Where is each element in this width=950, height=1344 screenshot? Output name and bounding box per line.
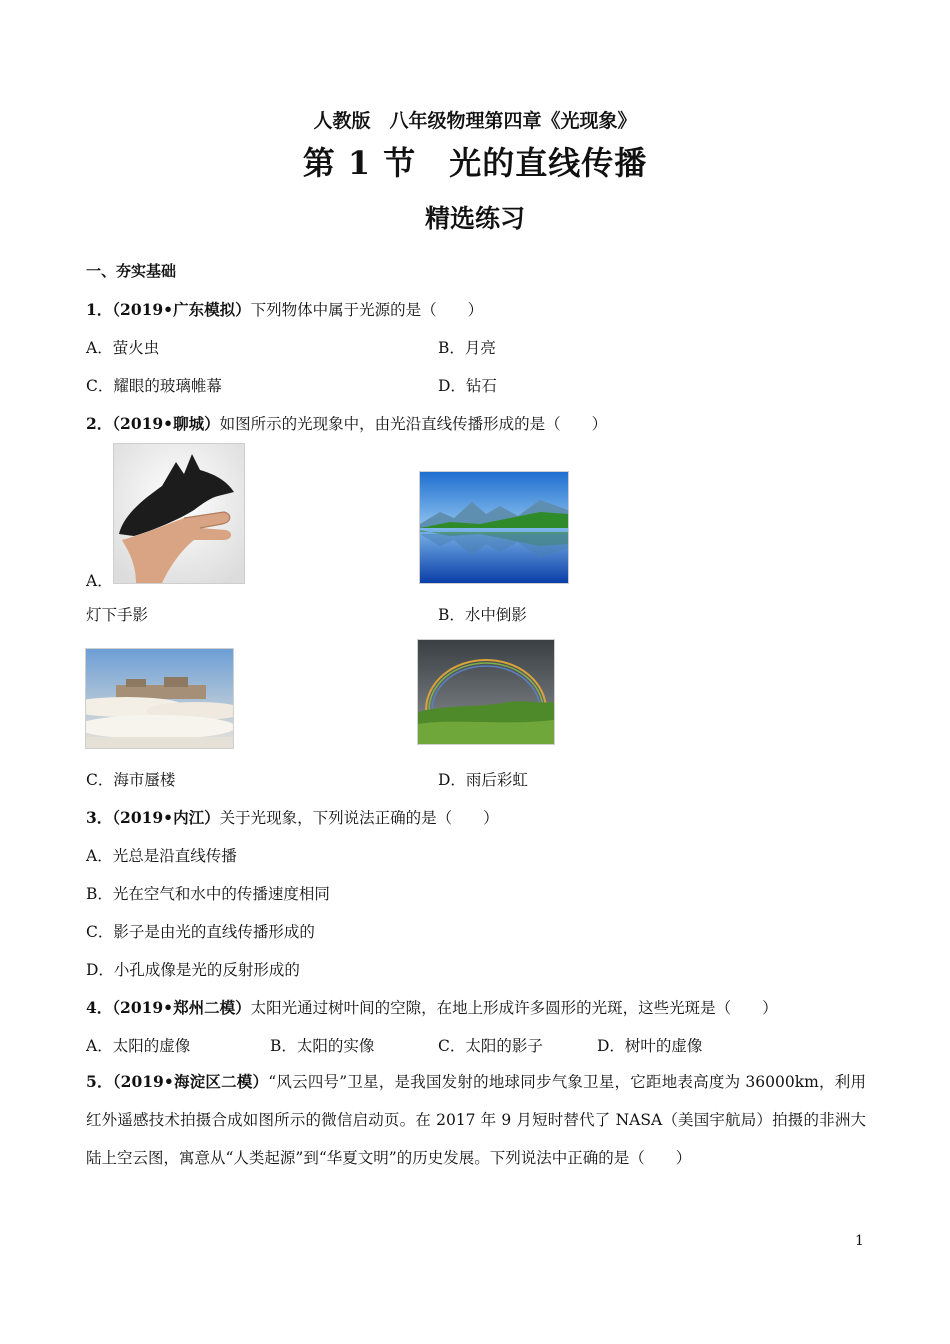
question-number: 5．	[86, 1072, 113, 1091]
question-number: 1．	[86, 300, 113, 319]
q2-option-d: D．雨后彩虹	[438, 771, 528, 789]
question-text: “风云四号”卫星，是我国发射的地球同步气象卫星，它距地表高度为 36000km，利用红外遥感技术拍摄合成如图所示的微信启动页。在 2017 年 9 月短时替代了 NASA（美国宇航局）拍摄的非洲大陆上空云图，寓意从“人类起源”到“华夏文明”的历史发展。下列说法中正确的是（ ）	[86, 1073, 866, 1167]
question-source: （2019•聊城）	[112, 414, 220, 433]
document-subtitle: 人教版 八年级物理第四章《光现象》	[313, 110, 637, 132]
question-source: （2019•郑州二模）	[112, 998, 251, 1017]
q4-option-c: C．太阳的影子	[438, 1037, 543, 1055]
document-heading: 精选练习	[424, 204, 525, 233]
q4-option-d: D．树叶的虚像	[597, 1037, 703, 1055]
q2-option-a-text: 灯下手影	[86, 606, 149, 624]
q1-option-a: A．萤火虫	[86, 339, 160, 357]
q2-option-c: C．海市蜃楼	[86, 771, 176, 789]
q1-option-d: D．钻石	[438, 377, 497, 395]
question-source: （2019•广东模拟）	[112, 300, 251, 319]
question-text: 关于光现象，下列说法正确的是（ ）	[219, 809, 499, 827]
q3-option-d: D．小孔成像是光的反射形成的	[86, 961, 300, 979]
document-title: 第 1 节 光的直线传播	[302, 144, 648, 182]
question-2-stem	[86, 412, 607, 434]
mirage-image	[85, 648, 234, 749]
lake-reflection-image	[419, 471, 569, 584]
q2-option-a-letter: A．	[86, 572, 113, 590]
question-source: （2019•内江）	[112, 808, 220, 827]
q2-option-b: B．水中倒影	[438, 606, 527, 624]
question-3-stem	[86, 806, 499, 828]
question-number: 3．	[86, 808, 113, 827]
question-text: 太阳光通过树叶间的空隙，在地上形成许多圆形的光斑，这些光斑是（ ）	[250, 999, 778, 1017]
question-1-stem	[86, 298, 483, 320]
rainbow-image	[417, 639, 555, 745]
section-title: 一、夯实基础	[86, 262, 177, 280]
page-number: 1	[855, 1233, 864, 1249]
q1-option-c: C．耀眼的玻璃帷幕	[86, 377, 222, 395]
question-source: （2019•海淀区二模）	[112, 1072, 269, 1091]
question-text: 如图所示的光现象中，由光沿直线传播形成的是（ ）	[219, 415, 608, 433]
question-5-stem	[86, 1063, 866, 1177]
hand-shadow-image	[113, 443, 245, 584]
q1-option-b: B．月亮	[438, 339, 496, 357]
q3-option-b: B．光在空气和水中的传播速度相同	[86, 885, 330, 903]
q4-option-a: A．太阳的虚像	[86, 1037, 191, 1055]
question-4-stem	[86, 996, 778, 1018]
q3-option-a: A．光总是沿直线传播	[86, 847, 237, 865]
question-number: 2．	[86, 414, 113, 433]
q4-option-b: B．太阳的实像	[270, 1037, 375, 1055]
question-number: 4．	[86, 998, 113, 1017]
q3-option-c: C．影子是由光的直线传播形成的	[86, 923, 315, 941]
question-text: 下列物体中属于光源的是（ ）	[250, 301, 484, 319]
